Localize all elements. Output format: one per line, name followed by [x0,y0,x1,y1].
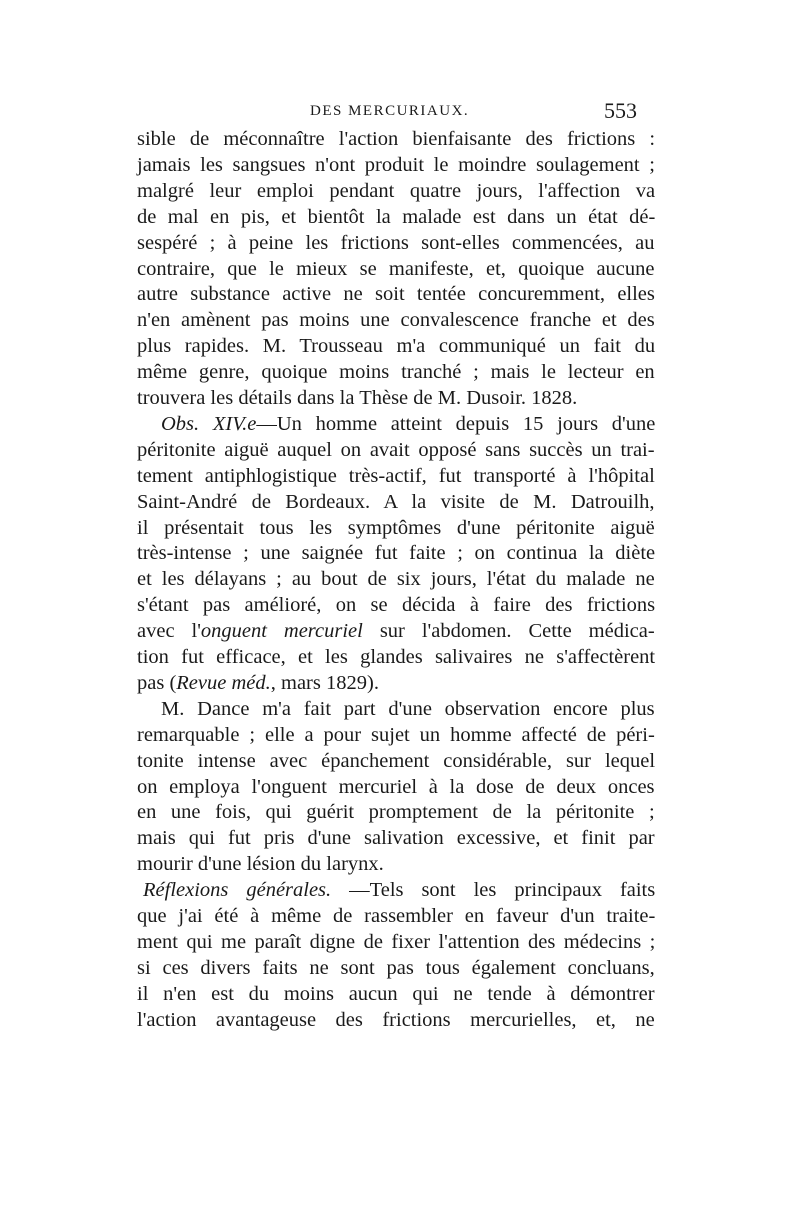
line-text: tonite intense avec épanchement considérable, sur lequel [137,749,656,772]
line-prefix: avec l' [137,620,201,643]
line-text: trouvera les détails dans la Thèse de M. Dusoir. 1828. [137,387,578,409]
text-line [137,930,655,955]
line-text: Saint-André de Bordeaux. A la visite de M. Datrouilh, [137,490,655,513]
line-text: il n'en est du moins aucun qui ne tende à démontrer [137,982,655,1005]
text-line [137,464,655,489]
text-line [161,697,655,722]
line-text: péritonite aiguë auquel on avait opposé sans succès un trai- [137,438,655,461]
text-line [137,231,655,256]
section-lead: Réflexions générales. [143,879,332,902]
line-text: —Un homme atteint depuis 15 jours d'une [256,412,656,435]
line-text: n'en amènent pas moins une convalescence franche et des [137,309,655,332]
text-line [161,412,655,437]
text-line [137,956,655,981]
text-line [137,800,655,825]
line-text: M. Dance m'a fait part d'une observation encore plus [161,697,655,720]
line-text: remarquable ; elle a pour sujet un homme affecté de péri- [137,723,655,746]
text-line [137,671,379,696]
text-line [137,308,655,333]
text-line [137,179,655,204]
text-line [137,438,655,463]
line-text: sible de méconnaître l'action bienfaisante des frictions : [137,128,656,150]
text-line [137,490,655,515]
line-text: même genre, quoique moins tranché ; mais le lecteur en [137,361,655,384]
text-line [137,852,384,877]
line-text: l'action avantageuse des frictions mercurielles, et, ne [137,1008,655,1031]
line-text: il présentait tous les symptômes d'une péritonite aiguë [137,516,655,539]
running-head: DES MERCURIAUX. [310,103,470,119]
italic-phrase: onguent mercuriel [200,620,363,643]
line-text: ment qui me paraît digne de fixer l'attention des médecins ; [137,930,656,953]
line-text: sur l'abdomen. Cette médica- [362,620,655,643]
line-text: malgré leur emploi pendant quatre jours, l'affection va [137,179,656,202]
line-text: on employa l'onguent mercuriel à la dose de deux onces [137,775,655,798]
line-text: contraire, que le mieux se manifeste, et, quoique aucune [137,257,655,280]
page-number: 553 [604,98,637,123]
text-line [137,386,577,411]
line-text: autre substance active ne soit tentée concuremment, elles [137,283,655,306]
line-text: plus rapides. M. Trousseau m'a communiqué un fait du [137,335,656,358]
section-lead: Obs. XIV.e [161,412,257,435]
line-text: —Tels sont les principaux faits [331,879,656,902]
text-line [137,567,655,592]
line-text: mourir d'une lésion du larynx. [137,853,384,876]
italic-phrase: Revue méd. [176,671,271,694]
text-line [137,153,655,178]
text-line [137,360,655,385]
text-line [137,593,655,618]
line-text: et les délayans ; au bout de six jours, l'état du malade ne [137,568,655,591]
text-line [137,723,655,748]
line-text: , mars 1829). [270,671,379,694]
line-text: que j'ai été à même de rassembler en faveur d'un traite- [137,905,656,927]
line-text: mais qui fut pris d'une salivation excessive, et finit par [137,827,655,850]
text-line [137,826,655,851]
text-line [137,619,655,644]
line-text: tement antiphlogistique très-actif, fut transporté à l'hôpital [137,464,655,487]
text-line [137,749,655,774]
text-line [137,257,655,282]
text-line [137,127,655,152]
text-line [137,645,655,670]
line-prefix: pas ( [137,671,177,694]
text-line [143,878,655,903]
text-line [137,982,655,1007]
text-line [137,541,655,566]
text-line [137,516,655,541]
text-line [137,282,655,307]
line-text: très-intense ; une saignée fut faite ; on continua la diète [137,542,656,565]
line-text: si ces divers faits ne sont pas tous également concluans, [137,956,655,979]
line-text: en une fois, qui guérit promptement de la péritonite ; [137,801,655,824]
line-text: sespéré ; à peine les frictions sont-elles commencées, au [137,231,655,254]
text-line [137,775,655,800]
line-text: jamais les sangsues n'ont produit le moindre soulagement ; [137,153,655,176]
text-line [137,334,655,359]
text-line [137,1008,655,1033]
text-line [137,205,655,230]
text-line [137,904,655,929]
line-text: de mal en pis, et bientôt la malade est dans un état dé- [137,205,656,228]
line-text: tion fut efficace, et les glandes salivaires ne s'affectèrent [137,646,656,668]
line-text: s'étant pas amélioré, on se décida à faire des frictions [137,594,656,617]
